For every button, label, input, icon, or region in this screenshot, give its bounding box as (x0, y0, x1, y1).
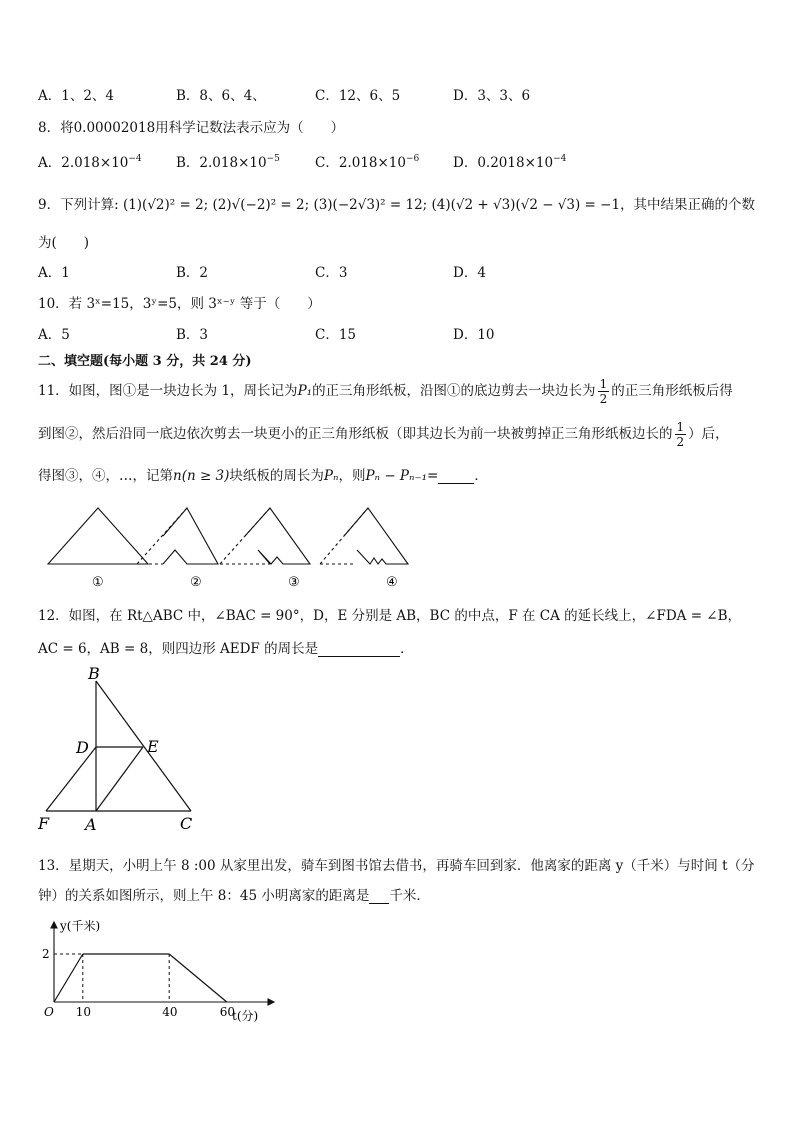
q13-distance-time-graph (36, 914, 286, 1029)
q11-text-3a: 得图③，④，…，记第 (38, 468, 173, 484)
q11-fig4 (320, 508, 408, 564)
q10-option-b: B．3 (176, 327, 209, 343)
q13-x-tick-label: 60 (219, 1005, 236, 1019)
q13-chart-marks (42, 947, 235, 1019)
q9-tail: ，其中结果正确的个数 (620, 197, 756, 213)
q12-label-e: E (147, 737, 159, 756)
q9-option-d: D．4 (453, 265, 486, 281)
q11-fig1-triangle (48, 508, 148, 564)
q8-option-c: C．$2.018\times 10^{-6}$ (315, 154, 420, 171)
q9-option-a: A．1 (38, 265, 70, 281)
q9-option-b: B．2 (176, 265, 209, 281)
q9-line1 (38, 193, 755, 213)
q11-line2 (38, 420, 729, 449)
q13-text-2b: 千米． (389, 888, 430, 904)
q13-series-segment (169, 954, 227, 1002)
q11-fig-label-3: ③ (288, 575, 300, 590)
q11-p1: P₁ (297, 383, 313, 399)
q11-half-fraction (598, 377, 610, 406)
q7-option-d: D．3、3、6 (453, 88, 531, 104)
q11-half-den: 2 (599, 392, 608, 406)
q7-option-c: C．12、6、5 (315, 88, 401, 104)
q11-equals: = (427, 468, 439, 484)
q11-fig-label-1: ① (92, 575, 104, 590)
q10-option-a: A．5 (38, 327, 70, 343)
q12-segment-ae (96, 747, 143, 811)
q11-difference: Pₙ − Pₙ₋₁ (365, 468, 428, 484)
q11-text-1b: 的正三角形纸板，沿图①的底边剪去一块边长为 (312, 383, 596, 399)
q11-fig-label-4: ④ (386, 575, 398, 590)
q13-x-tick-label: 40 (162, 1005, 178, 1019)
q11-pn: Pₙ (323, 468, 339, 484)
q12-line2 (38, 637, 414, 657)
q11-answer-blank (438, 469, 474, 484)
q9-expr-2: (2)√(−2)² = 2; (212, 197, 310, 213)
q7-option-b: B．8、6、4、 (176, 88, 266, 104)
q11-text-3c: ，则 (338, 468, 366, 484)
q11-triangle-figures (40, 500, 420, 592)
q10-option-c: C．15 (315, 327, 357, 343)
q12-label-f: F (38, 814, 50, 833)
q11-text-2b: ）后， (688, 426, 729, 442)
q11-line1 (38, 377, 733, 406)
q9-lead: 9．下列计算: (38, 197, 119, 213)
q11-line3 (38, 464, 488, 484)
q11-fig2 (137, 508, 218, 564)
q13-text-2a: 钟）的关系如图所示，则上午 8：45 小明离家的距离是 (38, 888, 370, 904)
q12-text-2a: AC = 6，AB = 8，则四边形 AEDF 的周长是 (38, 641, 319, 657)
q11-text-1c: 的正三角形纸板后得 (611, 383, 733, 399)
q10-option-d: D．10 (453, 327, 495, 343)
q12-geometry-figure (30, 665, 210, 837)
q12-label-c: C (180, 814, 193, 833)
q8-option-a: A．$2.018\times 10^{-4}$ (38, 154, 142, 171)
q11-text-2a: 到图②，然后沿同一底边依次剪去一块更小的正三角形纸板（即其边长为前一块被剪掉正三角形纸板边长的 (38, 426, 673, 442)
q11-n-condition: n(n ≥ 3) (173, 468, 230, 484)
q11-half-fraction-2 (675, 420, 687, 449)
q11-text-1a: 11．如图，图①是一块边长为 1，周长记为 (38, 383, 298, 399)
q13-line1: 13．星期天，小明上午 8 :00 从家里出发，骑车到图书馆去借书，再骑车回到家．他离家的距离 y（千米）与时间 t（分 (38, 858, 755, 874)
q11-half-num: 1 (599, 377, 608, 391)
q13-series-segment (54, 954, 83, 1002)
q10-stem: 10．若 3ˣ=15，3ʸ=5，则 3ˣ⁻ʸ 等于（ ） (38, 296, 321, 312)
q12-label-b: B (88, 665, 100, 683)
q9-expr-4: (4)(√2 + √3)(√2 − √3) = −1 (431, 197, 621, 213)
q12-period: ． (400, 641, 414, 657)
q12-answer-blank (318, 642, 400, 657)
q13-y-arrow (51, 922, 57, 928)
q11-half-den-2: 2 (676, 435, 685, 449)
q13-y-label: y(千米) (60, 919, 101, 933)
q8-option-d: D．$0.2018\times 10^{-4}$ (453, 154, 567, 171)
q7-option-a: A．1、2、4 (38, 88, 115, 104)
q13-origin-label: O (44, 1005, 54, 1019)
q12-label-d: D (76, 738, 89, 757)
q13-answer-blank (369, 889, 389, 904)
q8-stem: 8．将0.00002018用科学记数法表示应为（ ） (38, 120, 345, 136)
q11-half-num-2: 1 (676, 420, 685, 434)
q11-fig3 (220, 508, 310, 564)
q9-expr-3: (3)(−2√3)² = 12; (313, 197, 428, 213)
section-heading-fill-blank: 二、填空题(每小题 3 分，共 24 分) (38, 354, 252, 369)
q13-y-tick-label: 2 (42, 947, 50, 961)
q12-label-a: A (85, 815, 97, 834)
q9-option-c: C．3 (315, 265, 348, 281)
q11-period: ． (474, 468, 488, 484)
q13-x-label: t(分) (232, 1009, 259, 1023)
q12-line1: 12．如图，在 Rt△ABC 中，∠BAC = 90°，D，E 分别是 AB，BC 的中点，F 在 CA 的延长线上，∠FDA = ∠B， (38, 608, 742, 624)
q13-x-tick-label: 10 (75, 1005, 92, 1019)
q11-fig-label-2: ② (190, 575, 202, 590)
q13-line2 (38, 884, 430, 904)
q13-x-arrow (268, 999, 274, 1005)
q8-option-b: B．$2.018\times 10^{-5}$ (176, 154, 280, 171)
q9-expr-1: (1)(√2)² = 2; (122, 197, 209, 213)
q11-text-3b: 块纸板的周长为 (229, 468, 324, 484)
q9-line2: 为( ) (38, 235, 90, 251)
